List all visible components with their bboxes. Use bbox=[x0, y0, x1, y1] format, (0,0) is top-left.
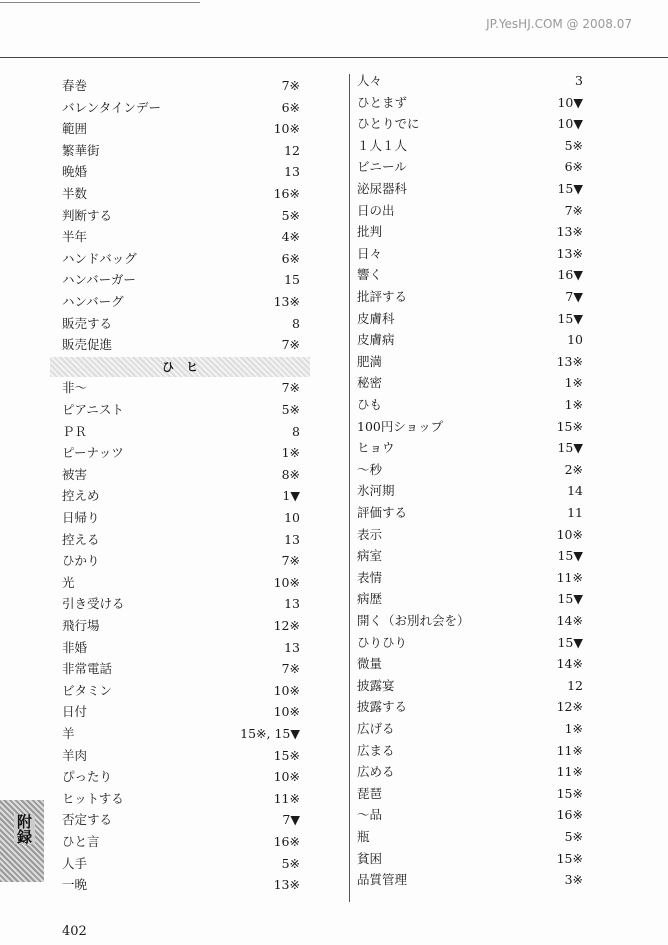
entry-word: ひとりでに bbox=[357, 116, 420, 132]
entry-row bbox=[357, 784, 583, 804]
entry-row bbox=[357, 114, 583, 134]
entry-row bbox=[357, 136, 583, 156]
entry-row bbox=[62, 378, 300, 398]
entry-row bbox=[62, 875, 300, 895]
entry-lesson: 6※ bbox=[281, 99, 300, 115]
entry-lesson: 13※ bbox=[273, 294, 300, 309]
entry-lesson: 12 bbox=[284, 142, 300, 158]
entry-lesson: 15※ bbox=[556, 785, 583, 801]
entry-lesson: 15※, 15▼ bbox=[240, 726, 300, 741]
entry-lesson: 15▼ bbox=[557, 310, 583, 326]
entry-word: 開く（お別れ会を） bbox=[357, 613, 470, 628]
entry-row bbox=[357, 633, 583, 653]
entry-lesson: 15▼ bbox=[557, 181, 583, 196]
entry-word: 秘密 bbox=[357, 375, 383, 391]
entry-lesson: 7※ bbox=[281, 337, 300, 353]
entry-lesson: 13 bbox=[284, 639, 300, 655]
entry-row bbox=[357, 309, 583, 329]
entry-word: 日付 bbox=[62, 704, 88, 720]
entry-row bbox=[357, 201, 583, 221]
entry-row bbox=[357, 395, 583, 415]
section-header: ひ ヒ bbox=[50, 357, 310, 377]
entry-word: 披露する bbox=[357, 699, 408, 715]
entry-lesson: 5※ bbox=[564, 137, 583, 153]
entry-word: 批判 bbox=[357, 224, 383, 240]
entry-lesson: 6※ bbox=[281, 250, 300, 266]
entry-word: 評価する bbox=[357, 505, 408, 520]
entry-row bbox=[357, 654, 583, 674]
entry-word: バレンタインデー bbox=[62, 99, 161, 115]
appendix-tab bbox=[0, 800, 44, 882]
entry-row bbox=[62, 724, 300, 744]
entry-row bbox=[62, 702, 300, 722]
entry-row bbox=[357, 71, 583, 91]
entry-word: 販売する bbox=[62, 315, 113, 331]
entry-row bbox=[62, 141, 300, 161]
entry-lesson: 16▼ bbox=[557, 267, 583, 283]
entry-lesson: 1※ bbox=[281, 445, 300, 461]
entry-word: ピアニスト bbox=[62, 402, 124, 417]
entry-word: 氷河期 bbox=[357, 483, 395, 499]
entry-word: ヒットする bbox=[62, 790, 124, 806]
entry-lesson: 11※ bbox=[556, 764, 583, 780]
entry-word: 羊 bbox=[62, 726, 75, 741]
entry-word: 範囲 bbox=[62, 121, 88, 137]
entry-word: 泌尿器科 bbox=[357, 181, 408, 196]
entry-word: ひりひり bbox=[357, 634, 408, 650]
entry-lesson: 10※ bbox=[273, 682, 300, 698]
entry-row bbox=[62, 335, 300, 355]
page-number: 402 bbox=[62, 924, 87, 939]
entry-row bbox=[357, 546, 583, 566]
entry-lesson: 15※ bbox=[273, 747, 300, 763]
entry-lesson: 7※ bbox=[281, 380, 300, 396]
entry-row bbox=[62, 292, 300, 312]
entry-lesson: 15 bbox=[284, 272, 300, 288]
entry-lesson: 14※ bbox=[556, 613, 583, 628]
entry-lesson: 4※ bbox=[281, 229, 300, 245]
entry-lesson: 8 bbox=[292, 423, 300, 439]
entry-lesson: 10※ bbox=[273, 121, 300, 137]
entry-lesson: 10※ bbox=[556, 526, 583, 542]
entry-row bbox=[62, 422, 300, 442]
entry-row bbox=[357, 568, 583, 588]
entry-lesson: 13※ bbox=[556, 245, 583, 261]
entry-word: 皮膚病 bbox=[357, 332, 395, 348]
entry-row bbox=[62, 854, 300, 874]
entry-word: 琵琶 bbox=[357, 785, 383, 801]
entry-word: 皮膚科 bbox=[357, 310, 395, 326]
entry-word: 批評する bbox=[357, 289, 408, 304]
entry-word: 半数 bbox=[62, 186, 88, 201]
entry-word: ひも bbox=[357, 397, 383, 412]
entry-row bbox=[357, 373, 583, 393]
entry-word: 日の出 bbox=[357, 202, 395, 218]
entry-word: 非〜 bbox=[62, 380, 88, 396]
entry-row bbox=[357, 265, 583, 285]
entry-word: 控える bbox=[62, 531, 100, 547]
entry-lesson: 15※ bbox=[556, 418, 583, 434]
entry-row bbox=[62, 508, 300, 528]
entry-row bbox=[62, 594, 300, 614]
entry-lesson: 10※ bbox=[273, 704, 300, 720]
entry-word: ＰＲ bbox=[62, 423, 88, 439]
entry-row bbox=[357, 481, 583, 501]
entry-row bbox=[62, 465, 300, 485]
entry-word: 広まる bbox=[357, 742, 395, 758]
entry-lesson: 3※ bbox=[564, 872, 583, 888]
entry-row bbox=[357, 849, 583, 869]
entry-lesson: 7※ bbox=[281, 661, 300, 677]
entry-lesson: 11※ bbox=[556, 742, 583, 758]
entry-row bbox=[357, 611, 583, 631]
entry-row bbox=[62, 270, 300, 290]
entry-row bbox=[62, 119, 300, 139]
entry-lesson: 1※ bbox=[564, 397, 583, 412]
entry-row bbox=[62, 832, 300, 852]
entry-lesson: 12※ bbox=[556, 699, 583, 715]
entry-row bbox=[62, 314, 300, 334]
entry-row bbox=[62, 551, 300, 571]
entry-lesson: 16※ bbox=[273, 186, 300, 201]
entry-word: 販売促進 bbox=[62, 337, 113, 353]
entry-word: 引き受ける bbox=[62, 596, 125, 612]
entry-lesson: 10▼ bbox=[557, 116, 583, 132]
entry-row bbox=[357, 870, 583, 890]
entry-word: ひかり bbox=[62, 553, 100, 569]
entry-row bbox=[357, 719, 583, 739]
column-divider bbox=[349, 74, 350, 902]
entry-lesson: 5※ bbox=[281, 402, 300, 417]
entry-lesson: 5※ bbox=[281, 207, 300, 223]
entry-row bbox=[62, 206, 300, 226]
entry-row bbox=[357, 762, 583, 782]
entry-row bbox=[357, 741, 583, 761]
entry-lesson: 11 bbox=[567, 505, 583, 520]
entry-word: 春巻 bbox=[62, 78, 88, 93]
entry-word: ハンバーグ bbox=[62, 294, 124, 309]
entry-lesson: 7※ bbox=[281, 78, 300, 93]
entry-row bbox=[357, 157, 583, 177]
entry-word: 品質管理 bbox=[357, 872, 408, 888]
entry-lesson: 13 bbox=[284, 596, 300, 612]
entry-lesson: 13 bbox=[284, 531, 300, 547]
entry-lesson: 7※ bbox=[564, 202, 583, 218]
entry-word: 披露宴 bbox=[357, 677, 395, 693]
entry-lesson: 7※ bbox=[281, 553, 300, 569]
entry-row bbox=[62, 573, 300, 593]
entry-row bbox=[357, 287, 583, 307]
entry-row bbox=[62, 76, 300, 96]
top-rule bbox=[0, 2, 200, 3]
entry-word: 判断する bbox=[62, 207, 113, 223]
entry-word: 日々 bbox=[357, 245, 383, 261]
entry-word: ヒョウ bbox=[357, 440, 395, 456]
entry-row bbox=[357, 244, 583, 264]
entry-lesson: 12※ bbox=[273, 618, 300, 633]
entry-row bbox=[62, 789, 300, 809]
entry-lesson: 1※ bbox=[564, 721, 583, 736]
entry-row bbox=[357, 460, 583, 480]
entry-word: 半年 bbox=[62, 229, 88, 245]
entry-lesson: 15▼ bbox=[557, 634, 583, 650]
entry-lesson: 11※ bbox=[556, 569, 583, 585]
entry-word: 日帰り bbox=[62, 510, 100, 525]
entry-row bbox=[62, 746, 300, 766]
header-rule bbox=[0, 57, 668, 58]
entry-lesson: 6※ bbox=[564, 159, 583, 175]
entry-word: 否定する bbox=[62, 812, 113, 828]
entry-lesson: 2※ bbox=[564, 461, 583, 477]
entry-row bbox=[357, 503, 583, 523]
entry-lesson: 1▼ bbox=[282, 488, 300, 504]
entry-lesson: 14 bbox=[567, 483, 583, 499]
entry-word: 広げる bbox=[357, 721, 395, 736]
appendix-label: 附録 bbox=[15, 814, 33, 844]
entry-lesson: 15▼ bbox=[557, 440, 583, 456]
entry-lesson: 13※ bbox=[556, 224, 583, 240]
entry-row bbox=[62, 443, 300, 463]
entry-word: 繁華街 bbox=[62, 142, 100, 158]
entry-row bbox=[357, 589, 583, 609]
entry-lesson: 10※ bbox=[273, 769, 300, 785]
entry-word: ひと言 bbox=[62, 834, 100, 849]
entry-lesson: 10※ bbox=[273, 574, 300, 590]
entry-row bbox=[62, 184, 300, 204]
entry-lesson: 7▼ bbox=[565, 289, 583, 304]
entry-row bbox=[357, 93, 583, 113]
entry-row bbox=[357, 676, 583, 696]
entry-word: 人手 bbox=[62, 855, 88, 871]
entry-word: ピーナッツ bbox=[62, 445, 124, 461]
entry-word: 人々 bbox=[357, 73, 383, 88]
entry-word: 響く bbox=[357, 267, 383, 283]
watermark: JP.YesHJ.COM @ 2008.07 bbox=[486, 17, 632, 31]
entry-word: １人１人 bbox=[357, 137, 408, 153]
entry-lesson: 10 bbox=[567, 332, 583, 348]
entry-row bbox=[62, 767, 300, 787]
entry-word: 広める bbox=[357, 764, 395, 780]
entry-lesson: 5※ bbox=[281, 855, 300, 871]
entry-lesson: 15▼ bbox=[557, 548, 583, 564]
entry-word: 一晩 bbox=[62, 877, 88, 893]
entry-lesson: 5※ bbox=[564, 829, 583, 844]
entry-lesson: 1※ bbox=[564, 375, 583, 391]
entry-word: 病室 bbox=[357, 548, 383, 564]
entry-row bbox=[357, 438, 583, 458]
entry-word: 控えめ bbox=[62, 488, 100, 504]
entry-word: 表示 bbox=[357, 526, 383, 542]
entry-row bbox=[62, 249, 300, 269]
entry-row bbox=[62, 486, 300, 506]
entry-row bbox=[357, 525, 583, 545]
entry-word: 非常電話 bbox=[62, 661, 113, 677]
entry-row bbox=[62, 810, 300, 830]
entry-word: ぴったり bbox=[62, 769, 113, 785]
entry-lesson: 15※ bbox=[556, 850, 583, 866]
entry-lesson: 13※ bbox=[273, 877, 300, 893]
entry-word: ひとまず bbox=[357, 94, 408, 110]
entry-word: 100円ショップ bbox=[357, 418, 444, 434]
entry-lesson: 10 bbox=[284, 510, 300, 525]
entry-word: 〜秒 bbox=[357, 461, 383, 477]
entry-word: 肥満 bbox=[357, 353, 383, 369]
entry-word: 羊肉 bbox=[62, 747, 88, 763]
entry-word: 飛行場 bbox=[62, 618, 100, 633]
entry-lesson: 13 bbox=[284, 164, 300, 180]
entry-word: 被害 bbox=[62, 466, 88, 482]
entry-lesson: 8※ bbox=[281, 466, 300, 482]
entry-row bbox=[357, 330, 583, 350]
entry-lesson: 14※ bbox=[556, 656, 583, 672]
entry-word: 晩婚 bbox=[62, 164, 88, 180]
entry-lesson: 11※ bbox=[273, 790, 300, 806]
entry-word: 非婚 bbox=[62, 639, 88, 655]
entry-row bbox=[357, 352, 583, 372]
entry-row bbox=[62, 638, 300, 658]
entry-row bbox=[62, 98, 300, 118]
entry-word: 病歴 bbox=[357, 591, 383, 607]
entry-lesson: 13※ bbox=[556, 353, 583, 369]
entry-row bbox=[62, 681, 300, 701]
entry-lesson: 16※ bbox=[273, 834, 300, 849]
entry-row bbox=[357, 805, 583, 825]
entry-word: ビニール bbox=[357, 159, 407, 175]
entry-row bbox=[62, 530, 300, 550]
entry-word: 〜品 bbox=[357, 807, 383, 823]
entry-row bbox=[357, 222, 583, 242]
entry-row bbox=[357, 179, 583, 199]
entry-word: ハンバーガー bbox=[62, 272, 136, 288]
entry-word: 光 bbox=[62, 574, 75, 590]
entry-word: 表情 bbox=[357, 569, 383, 585]
entry-row bbox=[62, 227, 300, 247]
entry-lesson: 8 bbox=[292, 315, 300, 331]
entry-lesson: 12 bbox=[567, 677, 583, 693]
entry-lesson: 15▼ bbox=[557, 591, 583, 607]
entry-row bbox=[62, 162, 300, 182]
entry-row bbox=[62, 616, 300, 636]
entry-lesson: 16※ bbox=[556, 807, 583, 823]
entry-row bbox=[357, 417, 583, 437]
entry-row bbox=[62, 659, 300, 679]
entry-word: 微量 bbox=[357, 656, 383, 672]
entry-lesson: 10▼ bbox=[557, 94, 583, 110]
entry-row bbox=[357, 697, 583, 717]
entry-word: 瓶 bbox=[357, 829, 370, 844]
entry-word: ビタミン bbox=[62, 682, 113, 698]
entry-word: ハンドバッグ bbox=[62, 250, 137, 266]
entry-lesson: 7▼ bbox=[282, 812, 300, 828]
entry-row bbox=[357, 827, 583, 847]
entry-row bbox=[62, 400, 300, 420]
entry-word: 貧困 bbox=[357, 850, 383, 866]
entry-lesson: 3 bbox=[575, 73, 583, 88]
